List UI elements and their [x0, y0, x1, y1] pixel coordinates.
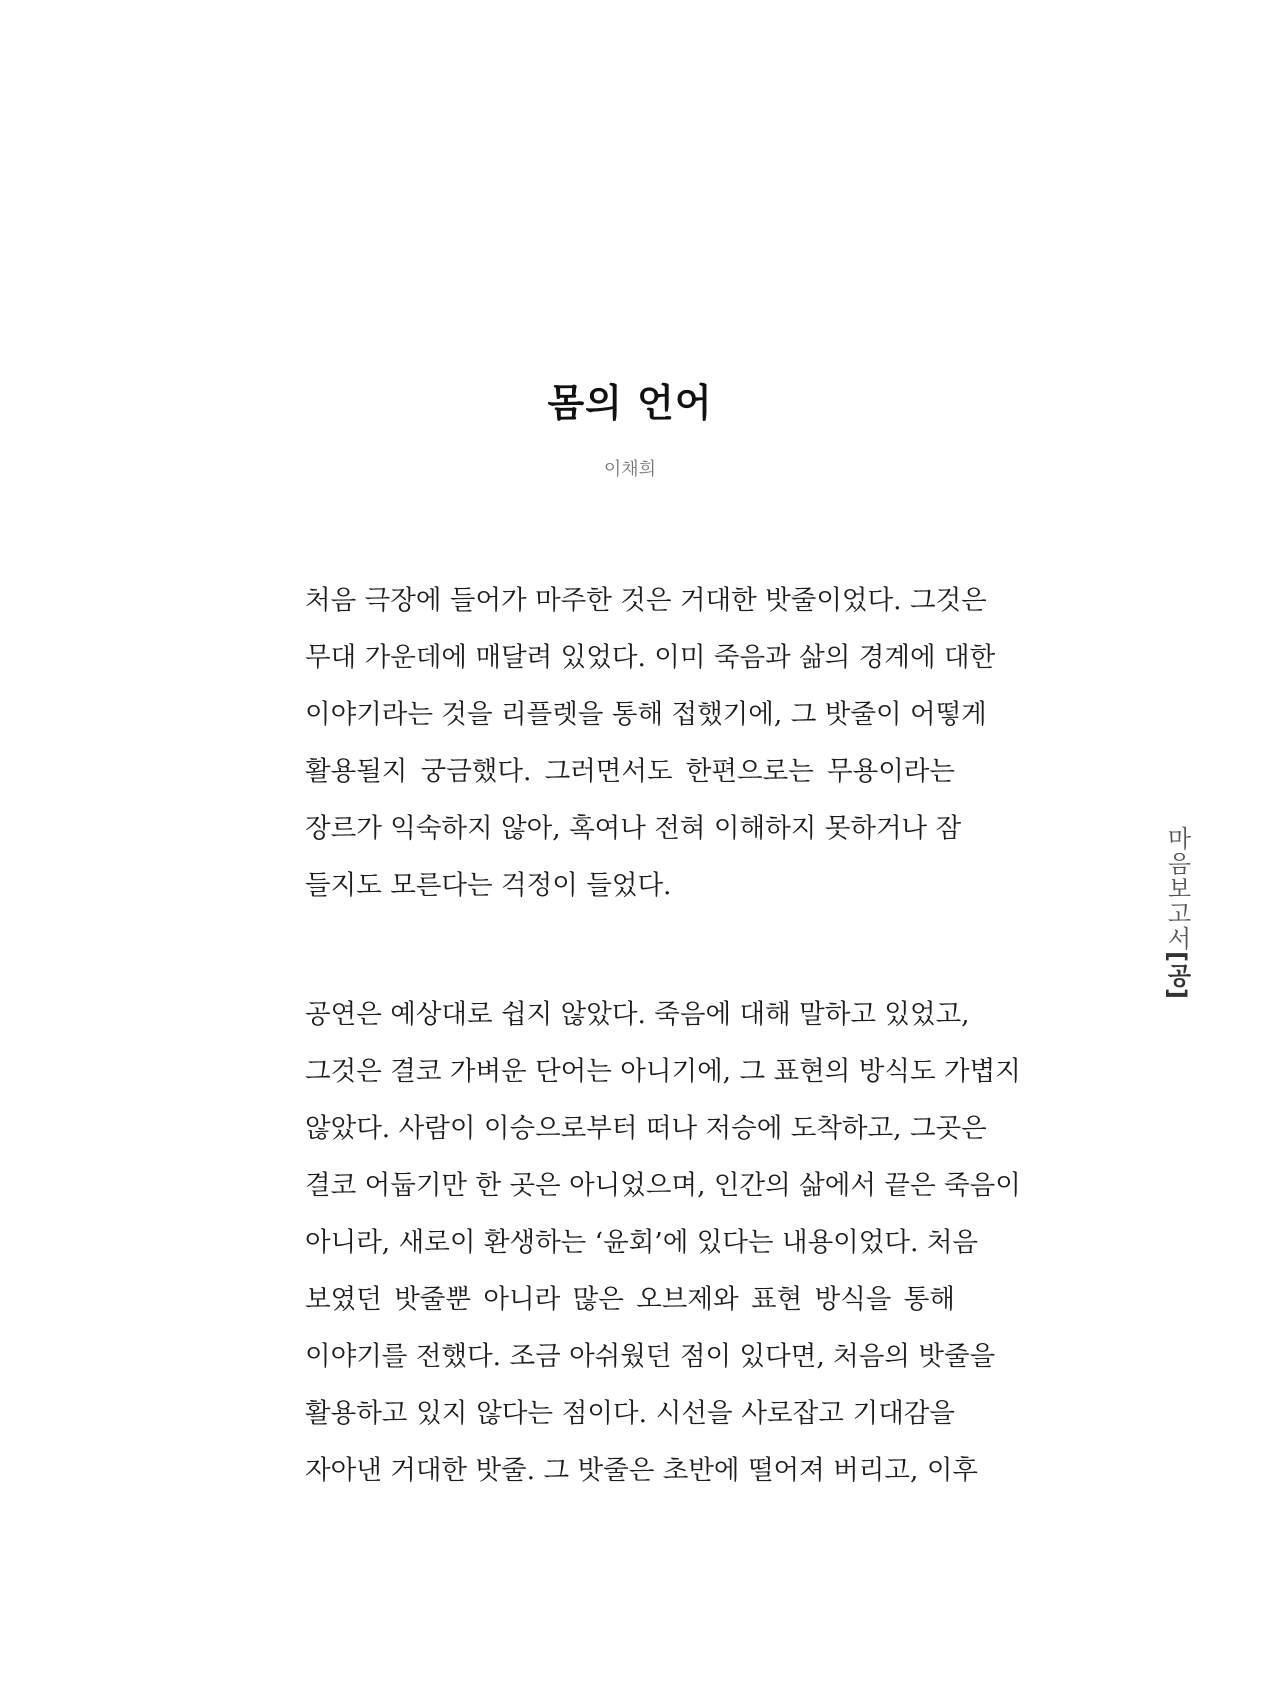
text-line: 아니라, 새로이 환생하는 ‘윤회’에 있다는 내용이었다. 처음: [305, 1227, 979, 1258]
text-line: 않았다. 사람이 이승으로부터 떠나 저승에 도착하고, 그곳은: [305, 1113, 987, 1144]
text-line: 그것은 결코 가벼운 단어는 아니기에, 그 표현의 방식도 가볍지: [305, 1056, 1021, 1087]
text-line: 장르가 익숙하지 않아, 혹여나 전혀 이해하지 못하거나 잠: [305, 813, 962, 844]
section-label: 마음보고서: [1163, 826, 1191, 951]
text-line: 활용하고 있지 않다는 점이다. 시선을 사로잡고 기대감을: [305, 1398, 955, 1429]
section-side-tab: [1155, 826, 1195, 1000]
text-line: 들지도 모른다는 걱정이 들었다.: [305, 870, 672, 901]
text-line: 처음 극장에 들어가 마주한 것은 거대한 밧줄이었다. 그것은: [305, 585, 987, 616]
text-line: 이야기라는 것을 리플렛을 통해 접했기에, 그 밧줄이 어떻게: [305, 699, 987, 730]
text-line: 활용될지 궁금했다. 그러면서도 한편으로는 무용이라는: [305, 756, 955, 787]
paragraph: [305, 584, 996, 926]
text-line: 결코 어둡기만 한 곳은 아니었으며, 인간의 삶에서 끝은 죽음이: [305, 1170, 1021, 1201]
text-line: 공연은 예상대로 쉽지 않았다. 죽음에 대해 말하고 있었고,: [305, 999, 970, 1030]
section-mark: [공]: [1163, 951, 1191, 1000]
text-line: 무대 가운데에 매달려 있었다. 이미 죽음과 삶의 경계에 대한: [305, 642, 996, 673]
article-body: [305, 584, 1021, 1511]
paragraph: [305, 998, 1021, 1511]
text-line: 보였던 밧줄뿐 아니라 많은 오브제와 표현 방식을 통해: [305, 1284, 955, 1315]
article-author: 이채희: [603, 459, 657, 480]
text-line: 자아낸 거대한 밧줄. 그 밧줄은 초반에 떨어져 버리고, 이후: [305, 1455, 979, 1486]
article-title: 몸의 언어: [547, 380, 713, 425]
text-line: 이야기를 전했다. 조금 아쉬웠던 점이 있다면, 처음의 밧줄을: [305, 1341, 996, 1372]
